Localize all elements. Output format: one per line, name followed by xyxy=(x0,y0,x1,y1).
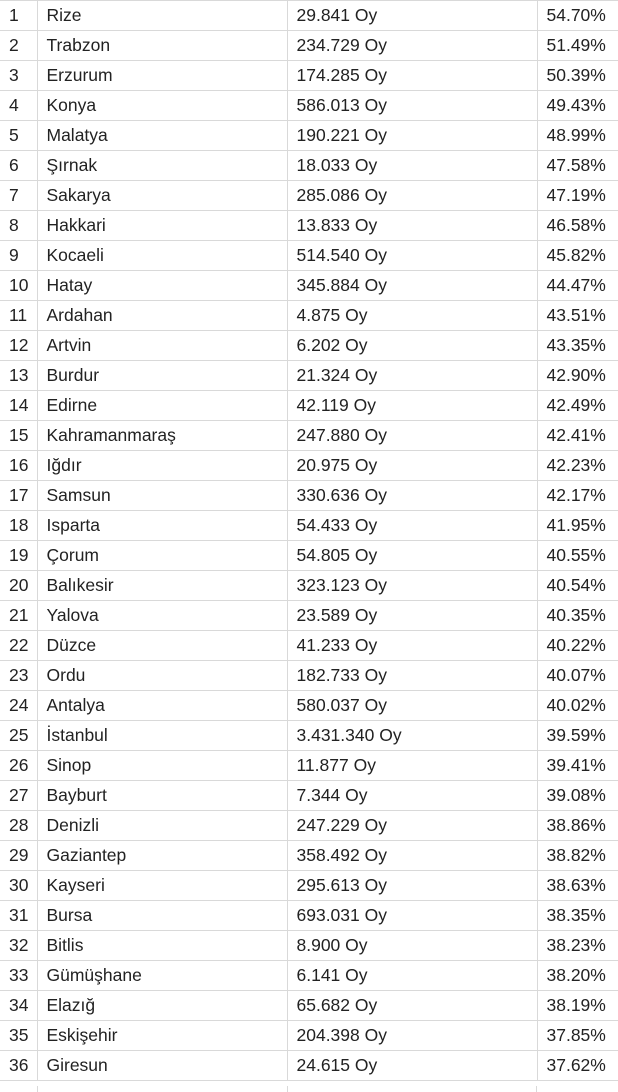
table-row xyxy=(0,1,618,31)
votes-cell: 285.086 Oy xyxy=(287,181,537,211)
percent-cell: 40.07% xyxy=(537,661,618,691)
city-cell: Kahramanmaraş xyxy=(37,421,287,451)
results-table-body xyxy=(0,1,618,1081)
rank-cell: 12 xyxy=(0,331,37,361)
votes-cell: 234.729 Oy xyxy=(287,31,537,61)
rank-cell: 25 xyxy=(0,721,37,751)
table-row xyxy=(0,961,618,991)
votes-cell: 41.233 Oy xyxy=(287,631,537,661)
rank-cell: 30 xyxy=(0,871,37,901)
votes-cell: 6.202 Oy xyxy=(287,331,537,361)
percent-cell: 51.49% xyxy=(537,31,618,61)
percent-cell: 42.90% xyxy=(537,361,618,391)
city-cell: Malatya xyxy=(37,121,287,151)
city-cell: Giresun xyxy=(37,1051,287,1081)
table-row xyxy=(0,811,618,841)
votes-cell: 295.613 Oy xyxy=(287,871,537,901)
rank-cell: 9 xyxy=(0,241,37,271)
city-cell: Antalya xyxy=(37,691,287,721)
rank-cell: 5 xyxy=(0,121,37,151)
percent-cell: 47.19% xyxy=(537,181,618,211)
rank-cell: 1 xyxy=(0,1,37,31)
table-row xyxy=(0,361,618,391)
percent-cell: 42.17% xyxy=(537,481,618,511)
votes-cell: 174.285 Oy xyxy=(287,61,537,91)
table-row xyxy=(0,121,618,151)
votes-cell: 20.975 Oy xyxy=(287,451,537,481)
rank-cell: 2 xyxy=(0,31,37,61)
partial-next-row xyxy=(0,1086,618,1092)
rank-cell: 15 xyxy=(0,421,37,451)
votes-cell: 24.615 Oy xyxy=(287,1051,537,1081)
votes-cell: 204.398 Oy xyxy=(287,1021,537,1051)
percent-cell: 38.63% xyxy=(537,871,618,901)
percent-cell: 40.55% xyxy=(537,541,618,571)
votes-cell: 580.037 Oy xyxy=(287,691,537,721)
city-cell: Balıkesir xyxy=(37,571,287,601)
city-cell: Bayburt xyxy=(37,781,287,811)
votes-cell: 7.344 Oy xyxy=(287,781,537,811)
city-cell: Kocaeli xyxy=(37,241,287,271)
percent-cell: 42.41% xyxy=(537,421,618,451)
votes-cell: 23.589 Oy xyxy=(287,601,537,631)
rank-cell: 23 xyxy=(0,661,37,691)
votes-cell: 358.492 Oy xyxy=(287,841,537,871)
votes-cell: 21.324 Oy xyxy=(287,361,537,391)
table-row xyxy=(0,901,618,931)
city-cell: Rize xyxy=(37,1,287,31)
percent-cell: 40.54% xyxy=(537,571,618,601)
percent-cell: 38.20% xyxy=(537,961,618,991)
city-cell: Iğdır xyxy=(37,451,287,481)
rank-cell: 28 xyxy=(0,811,37,841)
table-row xyxy=(0,331,618,361)
percent-cell: 38.35% xyxy=(537,901,618,931)
votes-cell: 247.229 Oy xyxy=(287,811,537,841)
city-cell: Sakarya xyxy=(37,181,287,211)
votes-cell: 323.123 Oy xyxy=(287,571,537,601)
table-row xyxy=(0,511,618,541)
partial-cell-votes xyxy=(288,1086,538,1092)
city-cell: Düzce xyxy=(37,631,287,661)
city-cell: Eskişehir xyxy=(37,1021,287,1051)
rank-cell: 21 xyxy=(0,601,37,631)
rank-cell: 14 xyxy=(0,391,37,421)
partial-cell-rank xyxy=(0,1086,38,1092)
rank-cell: 3 xyxy=(0,61,37,91)
table-row xyxy=(0,61,618,91)
percent-cell: 40.02% xyxy=(537,691,618,721)
rank-cell: 13 xyxy=(0,361,37,391)
percent-cell: 38.86% xyxy=(537,811,618,841)
votes-cell: 4.875 Oy xyxy=(287,301,537,331)
city-cell: Sinop xyxy=(37,751,287,781)
percent-cell: 42.49% xyxy=(537,391,618,421)
table-row xyxy=(0,31,618,61)
table-row xyxy=(0,1051,618,1081)
percent-cell: 45.82% xyxy=(537,241,618,271)
table-row xyxy=(0,391,618,421)
table-row xyxy=(0,661,618,691)
city-cell: Burdur xyxy=(37,361,287,391)
city-cell: Ordu xyxy=(37,661,287,691)
city-cell: Bitlis xyxy=(37,931,287,961)
rank-cell: 7 xyxy=(0,181,37,211)
percent-cell: 37.62% xyxy=(537,1051,618,1081)
votes-cell: 6.141 Oy xyxy=(287,961,537,991)
votes-cell: 42.119 Oy xyxy=(287,391,537,421)
votes-cell: 247.880 Oy xyxy=(287,421,537,451)
table-row xyxy=(0,781,618,811)
votes-cell: 8.900 Oy xyxy=(287,931,537,961)
percent-cell: 50.39% xyxy=(537,61,618,91)
city-cell: Ardahan xyxy=(37,301,287,331)
percent-cell: 43.51% xyxy=(537,301,618,331)
city-cell: Elazığ xyxy=(37,991,287,1021)
city-cell: Edirne xyxy=(37,391,287,421)
votes-cell: 345.884 Oy xyxy=(287,271,537,301)
city-cell: Isparta xyxy=(37,511,287,541)
table-row xyxy=(0,751,618,781)
table-row xyxy=(0,691,618,721)
city-cell: Şırnak xyxy=(37,151,287,181)
table-row xyxy=(0,181,618,211)
table-row xyxy=(0,541,618,571)
percent-cell: 38.82% xyxy=(537,841,618,871)
rank-cell: 22 xyxy=(0,631,37,661)
table-row xyxy=(0,571,618,601)
percent-cell: 39.59% xyxy=(537,721,618,751)
rank-cell: 19 xyxy=(0,541,37,571)
votes-cell: 54.433 Oy xyxy=(287,511,537,541)
percent-cell: 38.23% xyxy=(537,931,618,961)
votes-cell: 18.033 Oy xyxy=(287,151,537,181)
rank-cell: 35 xyxy=(0,1021,37,1051)
city-cell: Kayseri xyxy=(37,871,287,901)
rank-cell: 11 xyxy=(0,301,37,331)
votes-cell: 11.877 Oy xyxy=(287,751,537,781)
percent-cell: 46.58% xyxy=(537,211,618,241)
votes-cell: 182.733 Oy xyxy=(287,661,537,691)
city-cell: İstanbul xyxy=(37,721,287,751)
city-cell: Gümüşhane xyxy=(37,961,287,991)
partial-cell-city xyxy=(38,1086,288,1092)
city-cell: Hakkari xyxy=(37,211,287,241)
rank-cell: 16 xyxy=(0,451,37,481)
city-cell: Samsun xyxy=(37,481,287,511)
city-cell: Denizli xyxy=(37,811,287,841)
rank-cell: 17 xyxy=(0,481,37,511)
votes-cell: 586.013 Oy xyxy=(287,91,537,121)
percent-cell: 38.19% xyxy=(537,991,618,1021)
percent-cell: 39.08% xyxy=(537,781,618,811)
table-row xyxy=(0,451,618,481)
city-cell: Gaziantep xyxy=(37,841,287,871)
table-row xyxy=(0,481,618,511)
percent-cell: 44.47% xyxy=(537,271,618,301)
table-row xyxy=(0,871,618,901)
percent-cell: 39.41% xyxy=(537,751,618,781)
percent-cell: 49.43% xyxy=(537,91,618,121)
votes-cell: 3.431.340 Oy xyxy=(287,721,537,751)
percent-cell: 37.85% xyxy=(537,1021,618,1051)
votes-cell: 330.636 Oy xyxy=(287,481,537,511)
percent-cell: 47.58% xyxy=(537,151,618,181)
rank-cell: 4 xyxy=(0,91,37,121)
city-cell: Bursa xyxy=(37,901,287,931)
city-cell: Erzurum xyxy=(37,61,287,91)
table-row xyxy=(0,601,618,631)
rank-cell: 20 xyxy=(0,571,37,601)
votes-cell: 514.540 Oy xyxy=(287,241,537,271)
table-row xyxy=(0,1021,618,1051)
city-cell: Hatay xyxy=(37,271,287,301)
percent-cell: 40.22% xyxy=(537,631,618,661)
city-cell: Artvin xyxy=(37,331,287,361)
city-cell: Çorum xyxy=(37,541,287,571)
votes-cell: 13.833 Oy xyxy=(287,211,537,241)
rank-cell: 36 xyxy=(0,1051,37,1081)
percent-cell: 48.99% xyxy=(537,121,618,151)
partial-cell-percent xyxy=(537,1086,618,1092)
rank-cell: 10 xyxy=(0,271,37,301)
table-row xyxy=(0,211,618,241)
rank-cell: 24 xyxy=(0,691,37,721)
percent-cell: 41.95% xyxy=(537,511,618,541)
rank-cell: 27 xyxy=(0,781,37,811)
votes-cell: 29.841 Oy xyxy=(287,1,537,31)
table-row xyxy=(0,721,618,751)
percent-cell: 40.35% xyxy=(537,601,618,631)
rank-cell: 18 xyxy=(0,511,37,541)
rank-cell: 29 xyxy=(0,841,37,871)
city-cell: Yalova xyxy=(37,601,287,631)
percent-cell: 42.23% xyxy=(537,451,618,481)
votes-cell: 693.031 Oy xyxy=(287,901,537,931)
rank-cell: 6 xyxy=(0,151,37,181)
rank-cell: 32 xyxy=(0,931,37,961)
table-row xyxy=(0,421,618,451)
rank-cell: 33 xyxy=(0,961,37,991)
city-cell: Konya xyxy=(37,91,287,121)
votes-cell: 190.221 Oy xyxy=(287,121,537,151)
table-row xyxy=(0,241,618,271)
table-row xyxy=(0,91,618,121)
city-cell: Trabzon xyxy=(37,31,287,61)
votes-cell: 65.682 Oy xyxy=(287,991,537,1021)
table-row xyxy=(0,931,618,961)
table-row xyxy=(0,631,618,661)
rank-cell: 31 xyxy=(0,901,37,931)
rank-cell: 26 xyxy=(0,751,37,781)
table-row xyxy=(0,151,618,181)
votes-cell: 54.805 Oy xyxy=(287,541,537,571)
table-row xyxy=(0,991,618,1021)
rank-cell: 8 xyxy=(0,211,37,241)
table-row xyxy=(0,271,618,301)
table-row xyxy=(0,301,618,331)
rank-cell: 34 xyxy=(0,991,37,1021)
percent-cell: 54.70% xyxy=(537,1,618,31)
table-row xyxy=(0,841,618,871)
percent-cell: 43.35% xyxy=(537,331,618,361)
